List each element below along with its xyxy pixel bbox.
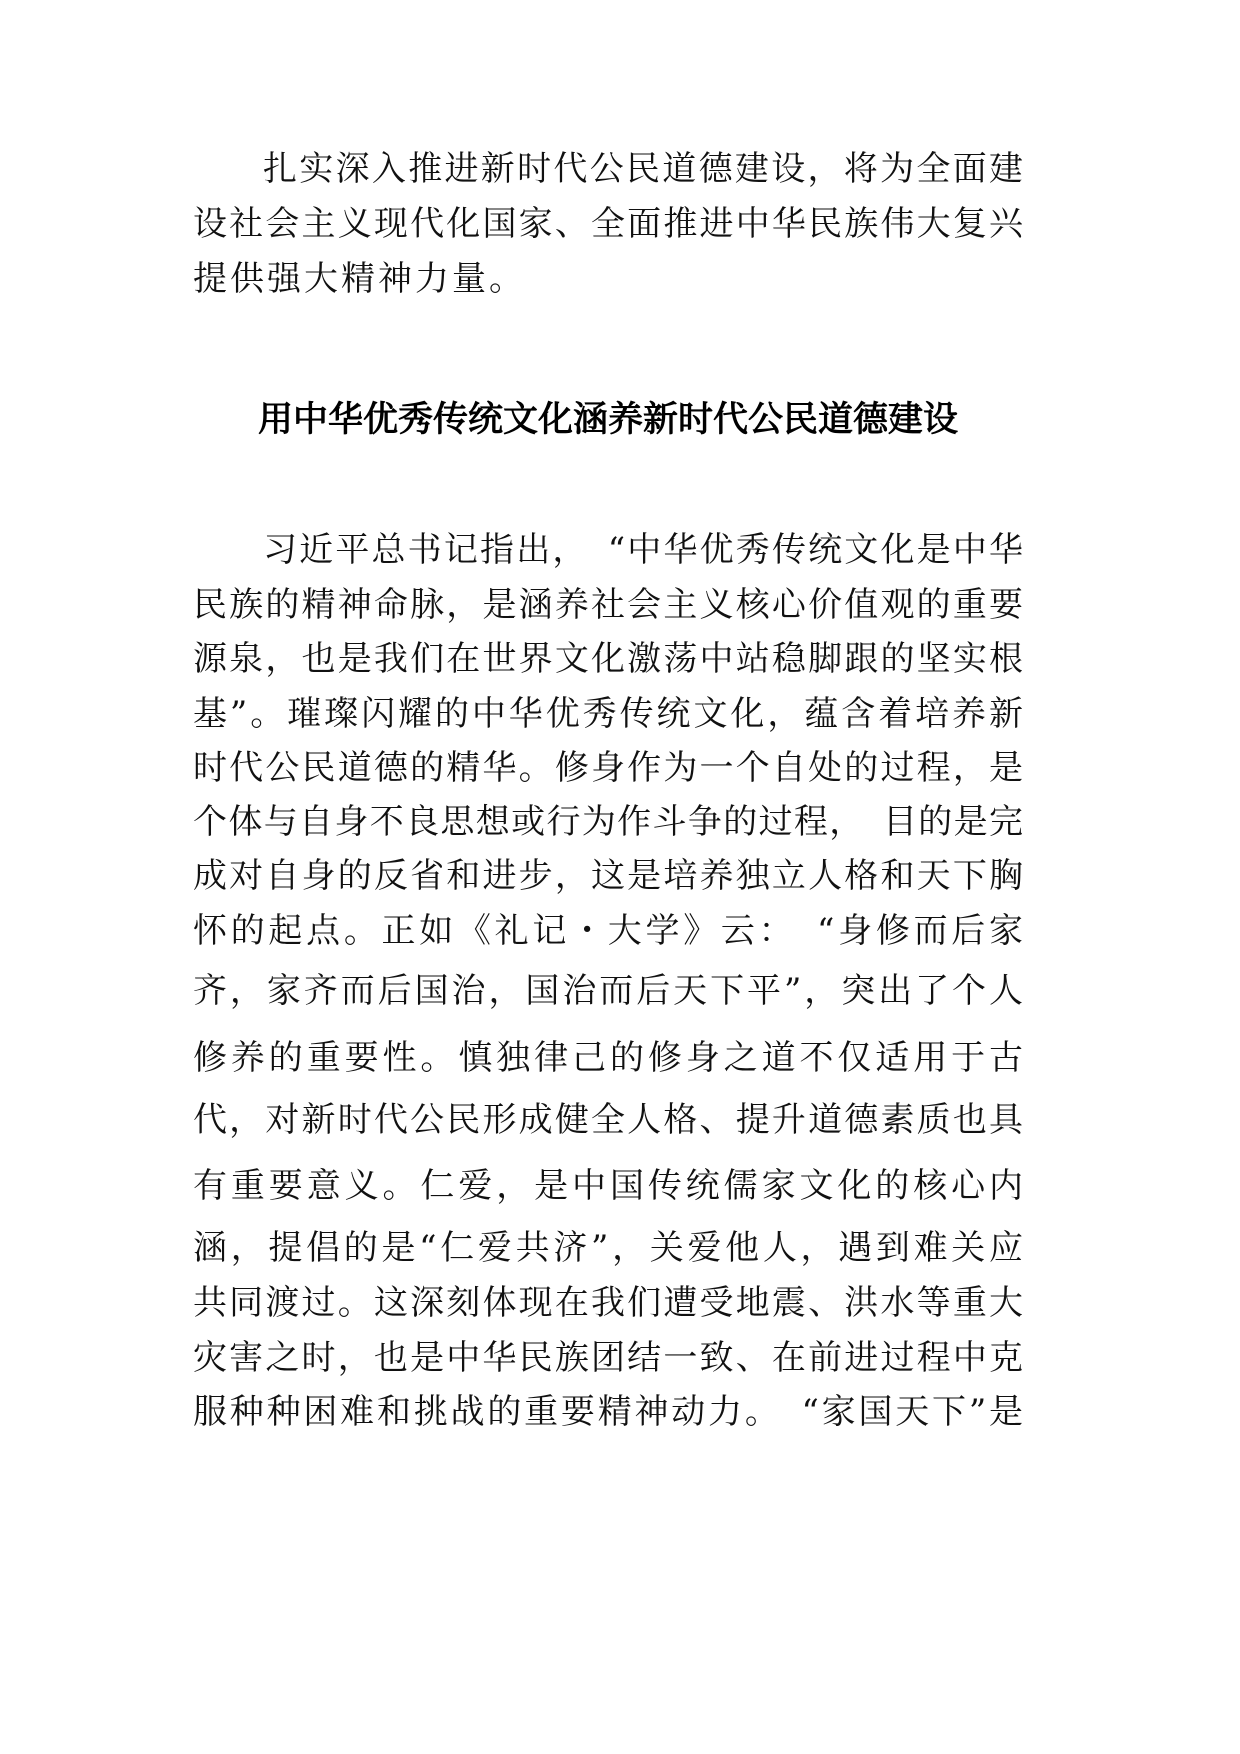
paragraph-2-line-2: 民族的精神命脉，是涵养社会主义核心价值观的重要 xyxy=(193,585,1023,625)
paragraph-2-line-16: 服种种困难和挑战的重要精神动力。 “家国天下”是 xyxy=(193,1392,1023,1432)
paragraph-2-line-7: 成对自身的反省和进步，这是培养独立人格和天下胸 xyxy=(193,856,1023,896)
paragraph-2-line-13: 涵，提倡的是“仁爱共济”，关爱他人，遇到难关应 xyxy=(193,1228,1023,1268)
paragraph-2-line-9: 齐，家齐而后国治，国治而后天下平”，突出了个人 xyxy=(193,971,1023,1011)
paragraph-2-line-14: 共同渡过。这深刻体现在我们遭受地震、洪水等重大 xyxy=(193,1283,1023,1323)
paragraph-1-line-2: 设社会主义现代化国家、全面推进中华民族伟大复兴 xyxy=(193,204,1023,244)
paragraph-2-line-12: 有重要意义。仁爱，是中国传统儒家文化的核心内 xyxy=(193,1166,1023,1206)
paragraph-2-line-10: 修养的重要性。慎独律己的修身之道不仅适用于古 xyxy=(193,1038,1023,1078)
paragraph-2-line-6: 个体与自身不良思想或行为作斗争的过程， 目的是完 xyxy=(193,802,1023,842)
paragraph-2-line-15: 灾害之时，也是中华民族团结一致、在前进过程中克 xyxy=(193,1338,1023,1378)
paragraph-2-line-11: 代，对新时代公民形成健全人格、提升道德素质也具 xyxy=(193,1100,1023,1140)
paragraph-2-line-1: 习近平总书记指出， “中华优秀传统文化是中华 xyxy=(263,530,1023,570)
paragraph-2-line-3: 源泉，也是我们在世界文化激荡中站稳脚跟的坚实根 xyxy=(193,639,1023,679)
paragraph-2-line-8: 怀的起点。正如《礼记・大学》云： “身修而后家 xyxy=(193,911,1023,951)
paragraph-1-line-1: 扎实深入推进新时代公民道德建设，将为全面建 xyxy=(263,149,1023,189)
paragraph-1-line-3: 提供强大精神力量。 xyxy=(193,259,526,299)
paragraph-2-line-4: 基”。璀璨闪耀的中华优秀传统文化，蕴含着培养新 xyxy=(193,694,1023,734)
section-heading: 用中华优秀传统文化涵养新时代公民道德建设 xyxy=(257,400,958,440)
paragraph-2-line-5: 时代公民道德的精华。修身作为一个自处的过程，是 xyxy=(193,748,1023,788)
